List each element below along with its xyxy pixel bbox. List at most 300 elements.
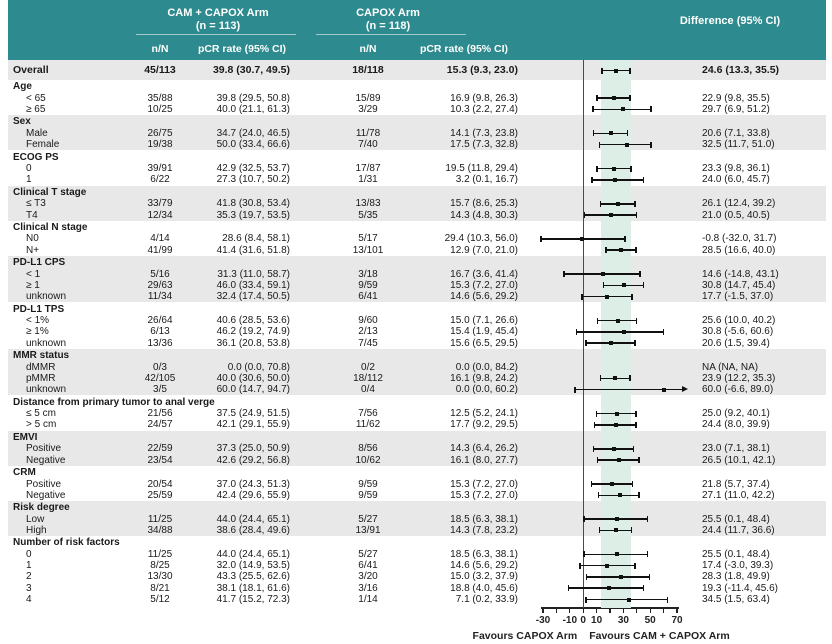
arm1-nn-value: 10/25 — [147, 104, 173, 116]
arm1-underline — [136, 34, 296, 35]
arm2-pcr-header: pCR rate (95% CI) — [419, 43, 509, 55]
difference-value: 20.6 (1.5, 39.4) — [702, 337, 770, 349]
section-header-row — [8, 350, 826, 362]
ci-cap-low — [596, 166, 598, 172]
arm1-pcr-value: 40.0 (21.1, 61.3) — [216, 104, 290, 116]
axis-tick — [583, 608, 584, 613]
subgroup-row — [8, 419, 826, 430]
ci-point-estimate — [619, 248, 623, 252]
ci-cap-high — [629, 375, 631, 381]
section-block — [8, 256, 826, 302]
difference-value: 20.6 (7.1, 33.8) — [702, 127, 770, 139]
ci-cap-high — [647, 551, 649, 557]
arm1-pcr-value: 38.1 (18.1, 61.6) — [216, 582, 290, 594]
ci-cap-low — [599, 142, 601, 148]
arm2-nn-value: 9/59 — [358, 279, 378, 291]
ci-cap-high — [627, 130, 629, 136]
arm1-nn-value: 24/57 — [147, 419, 173, 431]
ci-cap-high — [632, 481, 634, 487]
arm2-pcr-value: 14.3 (4.8, 30.3) — [450, 209, 518, 221]
ci-plot-cell — [522, 490, 688, 501]
arm1-pcr-value: 42.9 (32.5, 53.7) — [216, 163, 290, 175]
ci-plot-cell — [522, 525, 688, 536]
arm2-nn-value: 10/62 — [355, 454, 381, 466]
arm1-nn-value: 19/38 — [147, 139, 173, 151]
difference-value: 23.0 (7.1, 38.1) — [702, 443, 770, 455]
arm1-pcr-value: 36.1 (20.8, 53.8) — [216, 337, 290, 349]
ci-cap-high — [643, 177, 645, 183]
difference-value: 26.1 (12.4, 39.2) — [702, 198, 776, 210]
arm1-pcr-value: 60.0 (14.7, 94.7) — [216, 384, 290, 396]
arm1-nn-value: 6/22 — [150, 174, 170, 186]
ci-point-estimate — [615, 412, 619, 416]
section-header-row — [8, 502, 826, 514]
ci-cap-high — [634, 340, 636, 346]
arm1-nn-value: 8/25 — [150, 560, 170, 572]
section-block — [8, 349, 826, 395]
arm2-nn-value: 9/60 — [358, 315, 378, 327]
arm1-pcr-value: 39.8 (30.7, 49.5) — [212, 64, 290, 76]
arm1-pcr-value: 46.2 (19.2, 74.9) — [216, 326, 290, 338]
arm2-nn-value: 5/27 — [358, 548, 378, 560]
section-block — [8, 150, 826, 185]
axis-tick — [569, 608, 570, 613]
ci-plot-cell — [522, 233, 688, 244]
subgroup-row — [8, 93, 826, 104]
table-header — [8, 0, 826, 60]
axis-tick — [596, 608, 597, 613]
arm2-pcr-value: 18.8 (4.0, 45.6) — [450, 582, 518, 594]
arm1-group-header — [128, 7, 308, 33]
arm2-pcr-value: 15.3 (7.2, 27.0) — [450, 279, 518, 291]
subgroup-label: High — [26, 524, 47, 536]
ci-point-estimate — [618, 493, 622, 497]
arm2-nn-value: 18/112 — [353, 372, 383, 384]
arm2-name: CAPOX Arm — [356, 7, 420, 19]
ci-point-estimate — [615, 552, 619, 556]
arm2-pcr-value: 17.7 (9.2, 29.5) — [450, 419, 518, 431]
ci-line — [586, 576, 650, 578]
subgroup-row — [8, 163, 826, 174]
arm1-pcr-value: 35.3 (19.7, 53.5) — [216, 209, 290, 221]
subgroup-label: 0 — [26, 163, 32, 175]
ci-point-estimate — [622, 283, 626, 287]
difference-value: 26.5 (10.1, 42.1) — [702, 454, 776, 466]
arm2-pcr-value: 15.4 (1.9, 45.4) — [450, 326, 518, 338]
axis-tick — [542, 608, 543, 613]
ci-cap-high — [650, 106, 652, 112]
subgroup-row — [8, 174, 826, 185]
subgroup-row — [8, 514, 826, 525]
subgroup-row — [8, 478, 826, 489]
ci-point-estimate — [614, 423, 618, 427]
arm1-pcr-value: 0.0 (0.0, 70.8) — [227, 361, 290, 373]
arm1-nn-value: 42/105 — [144, 372, 176, 384]
section-block — [8, 221, 826, 256]
subgroup-label: 3 — [26, 582, 32, 594]
arm2-pcr-value: 14.1 (7.3, 23.8) — [450, 127, 518, 139]
arm2-nn-value: 6/41 — [358, 560, 378, 572]
arm2-nn-value: 11/78 — [355, 127, 381, 139]
subgroup-row — [8, 233, 826, 244]
ci-point-estimate — [601, 272, 605, 276]
subgroup-row — [8, 408, 826, 419]
arm2-group-header — [308, 7, 468, 33]
arm2-pcr-value: 14.3 (6.4, 26.2) — [450, 443, 518, 455]
arm1-nn-value: 11/25 — [147, 513, 173, 525]
ci-cap-low — [598, 492, 600, 498]
subgroup-row — [8, 583, 826, 594]
difference-value: 32.5 (11.7, 51.0) — [702, 139, 775, 151]
ci-cap-high — [667, 597, 669, 603]
section-block — [8, 501, 826, 536]
difference-value: 17.4 (-3.0, 39.3) — [702, 560, 774, 572]
subgroup-label: unknown — [26, 337, 67, 349]
ci-plot-cell — [522, 315, 688, 326]
ci-cap-high — [643, 585, 645, 591]
arm2-nn-value: 18/118 — [352, 64, 384, 76]
ci-cap-high — [635, 247, 637, 253]
arm2-pcr-value: 18.5 (6.3, 38.1) — [450, 513, 518, 525]
subgroup-label: ≤ 5 cm — [26, 408, 56, 420]
table-body-wrap — [8, 60, 826, 605]
ci-cap-low — [585, 597, 587, 603]
axis-tick-label: -10 — [562, 615, 578, 627]
ci-cap-low — [579, 563, 581, 569]
arm1-nn-value: 20/54 — [147, 478, 173, 490]
ci-point-estimate — [612, 447, 616, 451]
section-header-row — [8, 432, 826, 444]
arm1-pcr-value: 37.5 (24.9, 51.5) — [216, 408, 290, 420]
subgroup-label: Overall — [13, 64, 49, 76]
ci-cap-low — [591, 481, 593, 487]
difference-value: 34.5 (1.5, 63.4) — [702, 594, 770, 606]
arm2-nn-value: 5/17 — [358, 233, 378, 245]
ci-cap-low — [563, 271, 565, 277]
section-header-label: ECOG PS — [13, 151, 59, 163]
arm1-nn-value: 34/88 — [147, 524, 173, 536]
subgroup-label: 2 — [26, 571, 32, 583]
axis-tick-label: 10 — [591, 615, 603, 627]
arm2-n: (n = 118) — [365, 20, 411, 32]
ci-point-estimate — [609, 341, 613, 345]
subgroup-row — [8, 338, 826, 349]
arm1-name: CAM + CAPOX Arm — [167, 7, 269, 19]
difference-value: 25.5 (0.1, 48.4) — [702, 548, 770, 560]
subgroup-label: 1 — [26, 560, 32, 572]
ci-plot-cell — [522, 408, 688, 419]
arm1-nn-value: 6/13 — [150, 326, 170, 338]
ci-plot-cell — [522, 338, 688, 349]
arm1-nn-value: 41/99 — [147, 244, 173, 256]
ci-point-estimate — [615, 517, 619, 521]
subgroup-label: Negative — [26, 454, 66, 466]
ci-cap-high — [643, 282, 645, 288]
section-header-row — [8, 396, 826, 408]
ci-point-estimate — [662, 388, 666, 392]
ci-plot-cell — [522, 61, 688, 80]
section-header-label: Clinical T stage — [13, 186, 87, 198]
subgroup-row — [8, 128, 826, 139]
difference-value: 28.5 (16.6, 40.0) — [702, 244, 776, 256]
ci-plot-cell — [522, 454, 688, 465]
ci-cap-low — [597, 457, 599, 463]
section-header-label: Distance from primary tumor to anal verge — [13, 396, 215, 408]
subgroup-label: < 65 — [26, 92, 46, 104]
subgroup-row — [8, 373, 826, 384]
subgroup-label: ≥ 65 — [26, 104, 46, 116]
ci-cap-high — [663, 329, 665, 335]
subgroup-label: N0 — [26, 233, 39, 245]
axis-tick — [556, 608, 557, 613]
arm1-nn-value: 0/3 — [153, 361, 167, 373]
arm2-pcr-value: 18.5 (6.3, 38.1) — [450, 548, 518, 560]
subgroup-row — [8, 594, 826, 605]
arm1-nn-value: 25/59 — [147, 489, 173, 501]
ci-cap-high — [630, 166, 632, 172]
ci-plot-cell — [522, 245, 688, 256]
subgroup-label: unknown — [26, 291, 67, 303]
arm1-nn-value: 23/54 — [147, 454, 173, 466]
arm2-nn-value: 7/56 — [358, 408, 378, 420]
arm1-pcr-value: 39.8 (29.5, 50.8) — [216, 92, 290, 104]
ci-plot-cell — [522, 419, 688, 430]
ci-cap-low — [603, 282, 605, 288]
difference-value: 25.0 (9.2, 40.1) — [702, 408, 770, 420]
subgroup-label: Female — [26, 139, 60, 151]
arm1-nn-value: 45/113 — [144, 64, 176, 76]
arm1-pcr-value: 42.6 (29.2, 56.8) — [216, 454, 290, 466]
arm2-pcr-value: 19.5 (11.8, 29.4) — [445, 163, 518, 175]
ci-line — [576, 331, 665, 333]
ci-point-estimate — [614, 69, 618, 73]
ci-line — [591, 179, 644, 181]
ci-cap-high — [636, 318, 638, 324]
arm2-nn-value: 13/83 — [355, 198, 381, 210]
section-header-label: Sex — [13, 116, 31, 128]
arm1-nn-value: 8/21 — [150, 582, 170, 594]
difference-value: 22.9 (9.8, 35.5) — [702, 92, 770, 104]
ci-plot-cell — [522, 174, 688, 185]
ci-cap-low — [583, 551, 585, 557]
ci-cap-high — [629, 95, 631, 101]
arm1-nn-value: 29/63 — [147, 279, 173, 291]
arm1-pcr-value: 41.7 (15.2, 72.3) — [216, 594, 290, 606]
difference-value: 24.0 (6.0, 45.7) — [702, 174, 770, 186]
arm2-nn-value: 0/2 — [361, 361, 375, 373]
ci-plot-cell — [522, 326, 688, 337]
arm2-pcr-value: 12.9 (7.0, 21.0) — [450, 244, 518, 256]
axis-tick-label: 70 — [671, 615, 683, 627]
ci-arrow-right — [682, 386, 688, 392]
axis-tick — [663, 608, 664, 613]
arm2-nn-value: 6/41 — [358, 291, 378, 303]
section-block — [8, 60, 826, 80]
axis-tick-label: 50 — [644, 615, 656, 627]
ci-plot-cell — [522, 93, 688, 104]
arm2-nn-value: 7/45 — [358, 337, 378, 349]
subgroup-label: unknown — [26, 384, 67, 396]
arm1-nn-value: 26/64 — [147, 315, 173, 327]
section-header-label: PD-L1 TPS — [13, 303, 65, 315]
arm1-nn-value: 11/34 — [147, 291, 173, 303]
difference-value: 23.9 (12.2, 35.3) — [702, 372, 776, 384]
section-block — [8, 466, 826, 501]
arm1-pcr-header: pCR rate (95% CI) — [197, 43, 287, 55]
ci-point-estimate — [619, 575, 623, 579]
arm2-pcr-value: 15.0 (7.1, 26.6) — [450, 315, 518, 327]
ci-cap-high — [647, 516, 649, 522]
arm1-nn-value: 13/30 — [147, 571, 173, 583]
arm1-pcr-value: 37.0 (24.3, 51.3) — [216, 478, 290, 490]
ci-cap-low — [568, 585, 570, 591]
section-block — [8, 395, 826, 430]
axis-tick-label: 30 — [617, 615, 629, 627]
subgroup-label: ≤ T3 — [26, 198, 46, 210]
subgroup-row — [8, 209, 826, 220]
subgroup-row — [8, 326, 826, 337]
section-header-row — [8, 303, 826, 315]
ci-point-estimate — [621, 107, 625, 111]
ci-cap-high — [635, 422, 637, 428]
ci-cap-low — [593, 446, 595, 452]
ci-cap-high — [638, 457, 640, 463]
ci-cap-low — [600, 375, 602, 381]
section-header-row — [8, 151, 826, 163]
ci-point-estimate — [607, 586, 611, 590]
arm2-pcr-value: 0.0 (0.0, 60.2) — [455, 384, 518, 396]
subgroup-label: 1 — [26, 174, 32, 186]
arm2-nn-value: 9/59 — [358, 478, 378, 490]
subgroup-label: < 1% — [26, 315, 50, 327]
arm2-nn-value: 1/14 — [358, 594, 378, 606]
arm2-nn-value: 3/16 — [358, 582, 378, 594]
ci-plot-cell — [522, 139, 688, 150]
ci-cap-low — [596, 411, 598, 417]
section-header-label: CRM — [13, 467, 36, 479]
ci-plot-cell — [522, 478, 688, 489]
ci-cap-high — [634, 201, 636, 207]
ci-cap-low — [601, 68, 603, 74]
subgroup-label: 4 — [26, 594, 32, 606]
difference-value: -0.8 (-32.0, 31.7) — [702, 233, 777, 245]
arm1-nn-value: 35/88 — [147, 92, 173, 104]
section-header-label: EMVI — [13, 431, 38, 443]
ci-cap-high — [649, 574, 651, 580]
arm1-pcr-value: 42.4 (29.6, 55.9) — [216, 489, 290, 501]
ci-cap-low — [594, 422, 596, 428]
ci-plot-cell — [522, 104, 688, 115]
ci-cap-low — [576, 329, 578, 335]
section-header-row — [8, 257, 826, 269]
axis-tick-label: 0 — [580, 615, 586, 627]
arm2-pcr-value: 7.1 (0.2, 33.9) — [455, 594, 518, 606]
arm2-nn-value: 15/89 — [355, 92, 381, 104]
arm2-nn-value: 3/20 — [358, 571, 378, 583]
arm1-pcr-value: 44.0 (24.4, 65.1) — [216, 548, 290, 560]
subgroup-label: N+ — [26, 244, 40, 256]
arm2-nn-value: 17/87 — [355, 163, 381, 175]
arm1-nn-value: 5/16 — [150, 268, 170, 280]
arm2-nn-value: 5/27 — [358, 513, 378, 525]
arm1-nn-value: 33/79 — [147, 198, 173, 210]
subgroup-label: 0 — [26, 548, 32, 560]
ci-point-estimate — [605, 295, 609, 299]
arm2-pcr-value: 14.3 (7.8, 23.2) — [450, 524, 518, 536]
section-block — [8, 431, 826, 466]
subgroup-row — [8, 384, 826, 395]
arm2-nn-value: 9/59 — [358, 489, 378, 501]
ci-plot-cell — [522, 384, 688, 395]
ci-cap-low — [574, 387, 576, 393]
subgroup-row — [8, 525, 826, 536]
ci-cap-high — [629, 68, 631, 74]
arm1-pcr-value: 31.3 (11.0, 58.7) — [217, 268, 290, 280]
ci-cap-high — [633, 446, 635, 452]
section-header-label: PD-L1 CPS — [13, 257, 66, 269]
ci-cap-low — [592, 106, 594, 112]
section-block — [8, 536, 826, 605]
subgroup-label: Positive — [26, 478, 62, 490]
arm1-pcr-value: 40.0 (30.6, 50.0) — [216, 372, 290, 384]
axis-tick — [650, 608, 651, 613]
arm1-pcr-value: 43.3 (25.5, 62.6) — [216, 571, 290, 583]
ci-point-estimate — [609, 213, 613, 217]
ci-cap-high — [636, 212, 638, 218]
axis-tick — [609, 608, 610, 613]
arm2-pcr-value: 15.0 (3.2, 37.9) — [450, 571, 518, 583]
ci-cap-high — [631, 527, 633, 533]
subgroup-row — [8, 560, 826, 571]
difference-value: 23.3 (9.8, 36.1) — [702, 163, 770, 175]
axis-tick-label: -30 — [535, 615, 551, 627]
arm1-nn-value: 26/75 — [147, 127, 173, 139]
ci-point-estimate — [614, 528, 618, 532]
arm1-nn-value: 11/25 — [147, 548, 173, 560]
ci-point-estimate — [609, 131, 613, 135]
ci-point-estimate — [580, 237, 584, 241]
arm2-nn-value: 11/62 — [355, 419, 381, 431]
arm2-nn-value: 13/101 — [352, 244, 384, 256]
section-header-row — [8, 81, 826, 93]
arm1-pcr-value: 28.6 (8.4, 58.1) — [222, 233, 290, 245]
arm2-nn-value: 8/56 — [358, 443, 378, 455]
ci-point-estimate — [617, 458, 621, 462]
subgroup-label: dMMR — [26, 361, 56, 373]
favours-left-label: Favours CAPOX Arm — [472, 630, 578, 643]
arm1-pcr-value: 42.1 (29.1, 55.9) — [216, 419, 290, 431]
section-header-label: Clinical N stage — [13, 222, 88, 234]
section-block — [8, 115, 826, 150]
axis-tick — [636, 608, 637, 613]
difference-value: 25.6 (10.0, 40.2) — [702, 315, 776, 327]
ci-cap-low — [586, 574, 588, 580]
ci-cap-low — [597, 318, 599, 324]
arm2-pcr-value: 15.7 (8.6, 25.3) — [450, 198, 518, 210]
arm2-underline — [316, 34, 466, 35]
arm2-pcr-value: 0.0 (0.0, 84.2) — [455, 361, 518, 373]
subgroup-row — [8, 139, 826, 150]
ci-line — [574, 389, 682, 391]
difference-value: 21.8 (5.7, 37.4) — [702, 478, 770, 490]
arm2-pcr-value: 15.6 (6.5, 29.5) — [450, 337, 518, 349]
section-block — [8, 302, 826, 348]
subgroup-label: ≥ 1% — [26, 326, 49, 338]
difference-value: 30.8 (14.7, 45.4) — [702, 279, 776, 291]
arm1-nn-header: n/N — [151, 43, 169, 55]
ci-point-estimate — [612, 167, 616, 171]
subgroup-row — [8, 61, 826, 80]
